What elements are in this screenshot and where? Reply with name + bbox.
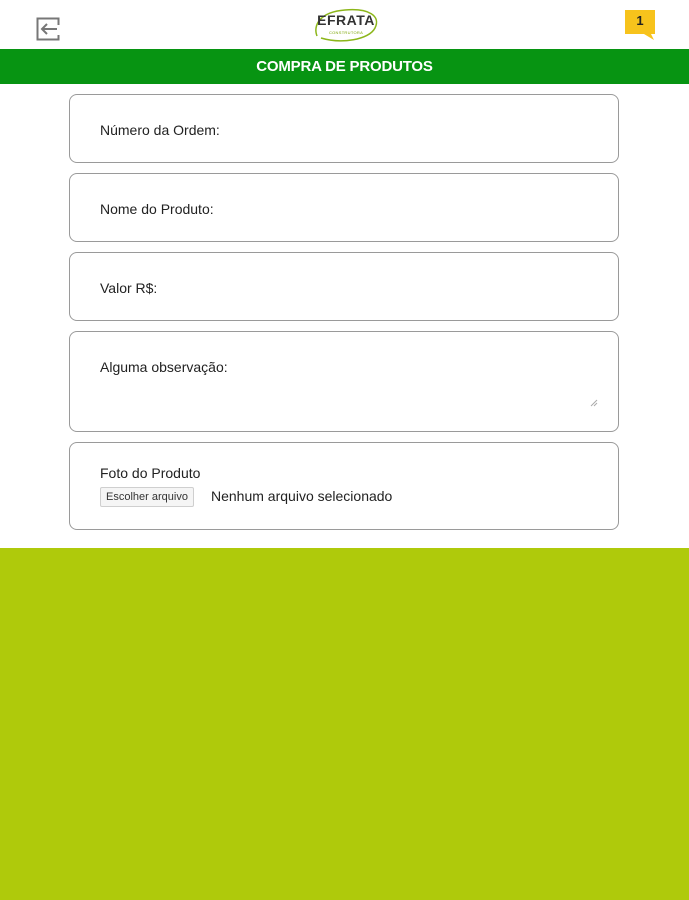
product-name-input[interactable] [270,196,602,222]
choose-file-button[interactable]: Escolher arquivo [100,487,194,507]
file-status: Nenhum arquivo selecionado [211,488,393,504]
app-header [0,0,689,49]
order-number-field[interactable] [69,94,619,163]
logo-text: EFRATA [317,12,375,28]
logo-subtext: CONSTRUTORA [328,30,364,35]
observation-label: Alguma observação: [100,359,228,375]
value-field[interactable] [69,252,619,321]
order-number-label: Número da Ordem: [100,122,220,138]
photo-label: Foto do Produto [100,465,201,481]
product-name-label: Nome do Produto: [100,201,214,217]
page-title: COMPRA DE PRODUTOS [0,49,689,84]
order-number-input[interactable] [270,117,602,143]
value-input[interactable] [270,275,602,301]
product-name-field[interactable] [69,173,619,242]
photo-field[interactable] [69,442,619,530]
resize-handle-icon[interactable] [590,399,598,407]
exit-arrow-icon[interactable] [36,17,62,43]
value-label: Valor R$: [100,280,158,296]
notification-badge[interactable] [625,10,655,40]
observation-field[interactable] [69,331,619,432]
notification-count: 1 [636,13,644,28]
efrata-logo[interactable] [311,6,381,44]
